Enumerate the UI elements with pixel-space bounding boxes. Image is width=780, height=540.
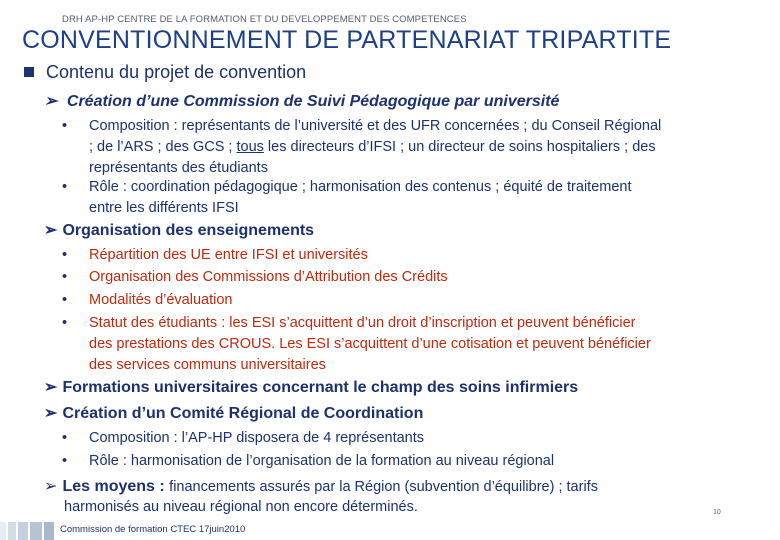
commission-heading-text: Création d’une Commission de Suivi Pédagogique par université: [66, 93, 560, 110]
moyens-text-1: financements assurés par la Région (subvention d’équilibre) ; tarifs: [169, 479, 598, 495]
footer-decoration-block: [0, 522, 6, 540]
footer-decoration-block: [44, 522, 54, 540]
comite-heading: [44, 403, 423, 423]
arrow-bullet-icon: ➢: [44, 379, 58, 396]
bullet-dot-icon: •: [62, 315, 68, 331]
arrow-bullet-icon: ➢: [44, 405, 58, 422]
slide-title: CONVENTIONNEMENT DE PARTENARIAT TRIPARTITE: [22, 26, 672, 54]
footer-decoration-block: [30, 522, 42, 540]
moyens-continuation: [64, 497, 418, 518]
enseignements-heading: [44, 220, 314, 240]
organization-line: DRH AP-HP CENTRE DE LA FORMATION ET DU DEVELOPPEMENT DES COMPETENCES: [62, 14, 467, 25]
comite-heading-text: Création d’un Comité Régional de Coordination: [62, 405, 424, 422]
enseignements-line-3: Modalités d’évaluation: [89, 292, 233, 308]
commission-line-2: ; de l’ARS ; des GCS ; tous les directeurs d’IFSI ; un directeur de soins hospitaliers ; des: [89, 139, 656, 155]
enseignements-heading-text: Organisation des enseignements: [62, 222, 315, 239]
page-number: 10: [713, 509, 721, 516]
footer-text: Commission de formation CTEC 17juin2010: [60, 524, 246, 535]
arrow-bullet-icon: ➢: [44, 222, 58, 239]
formations-heading: [44, 377, 578, 397]
footer-decoration-block: [18, 522, 28, 540]
comite-line-1: Composition : l’AP-HP disposera de 4 représentants: [89, 430, 425, 446]
comite-line-2: Rôle : harmonisation de l’organisation de la formation au niveau régional: [89, 453, 555, 469]
bullet-dot-icon: •: [62, 118, 68, 134]
bullet-dot-icon: •: [62, 430, 68, 446]
enseignements-line-6: des services communs universitaires: [89, 357, 326, 373]
formations-heading-text: Formations universitaires concernant le champ des soins infirmiers: [62, 379, 579, 396]
enseignements-line-2: Organisation des Commissions d’Attribution des Crédits: [89, 269, 448, 285]
moyens-heading: [44, 476, 598, 496]
commission-heading: [44, 91, 559, 111]
commission-line-4: Rôle : coordination pédagogique ; harmonisation des contenus ; équité de traitement: [89, 179, 632, 195]
arrow-bullet-icon: ➢: [44, 478, 58, 495]
moyens-heading-text: Les moyens :: [62, 478, 165, 495]
bullet-dot-icon: •: [62, 269, 68, 285]
square-bullet-icon: [24, 67, 34, 77]
commission-line-5: entre les différents IFSI: [89, 200, 239, 216]
slide-header: [0, 0, 780, 58]
enseignements-line-5: des prestations des CROUS. Les ESI s’acquittent d’une cotisation et peuvent bénéficier: [89, 336, 651, 352]
footer-decoration-block: [8, 522, 16, 540]
enseignements-line-4: Statut des étudiants : les ESI s’acquittent d’un droit d’inscription et peuvent bénéficier: [89, 315, 636, 331]
bullet-dot-icon: •: [62, 453, 68, 469]
commission-line-3: représentants des étudiants: [89, 160, 268, 176]
bullet-dot-icon: •: [62, 247, 68, 263]
underlined-word: tous: [236, 139, 264, 155]
section-heading: [24, 62, 306, 83]
enseignements-line-1: Répartition des UE entre IFSI et universités: [89, 247, 368, 263]
arrow-bullet-icon: ➢: [44, 93, 58, 110]
bullet-dot-icon: •: [62, 292, 68, 308]
section-heading-text: Contenu du projet de convention: [46, 62, 307, 82]
commission-line-1: Composition : représentants de l’université et des UFR concernées ; du Conseil Régional: [89, 118, 662, 134]
moyens-text-2: harmonisés au niveau régional non encore déterminés.: [64, 499, 418, 515]
bullet-dot-icon: •: [62, 179, 68, 195]
